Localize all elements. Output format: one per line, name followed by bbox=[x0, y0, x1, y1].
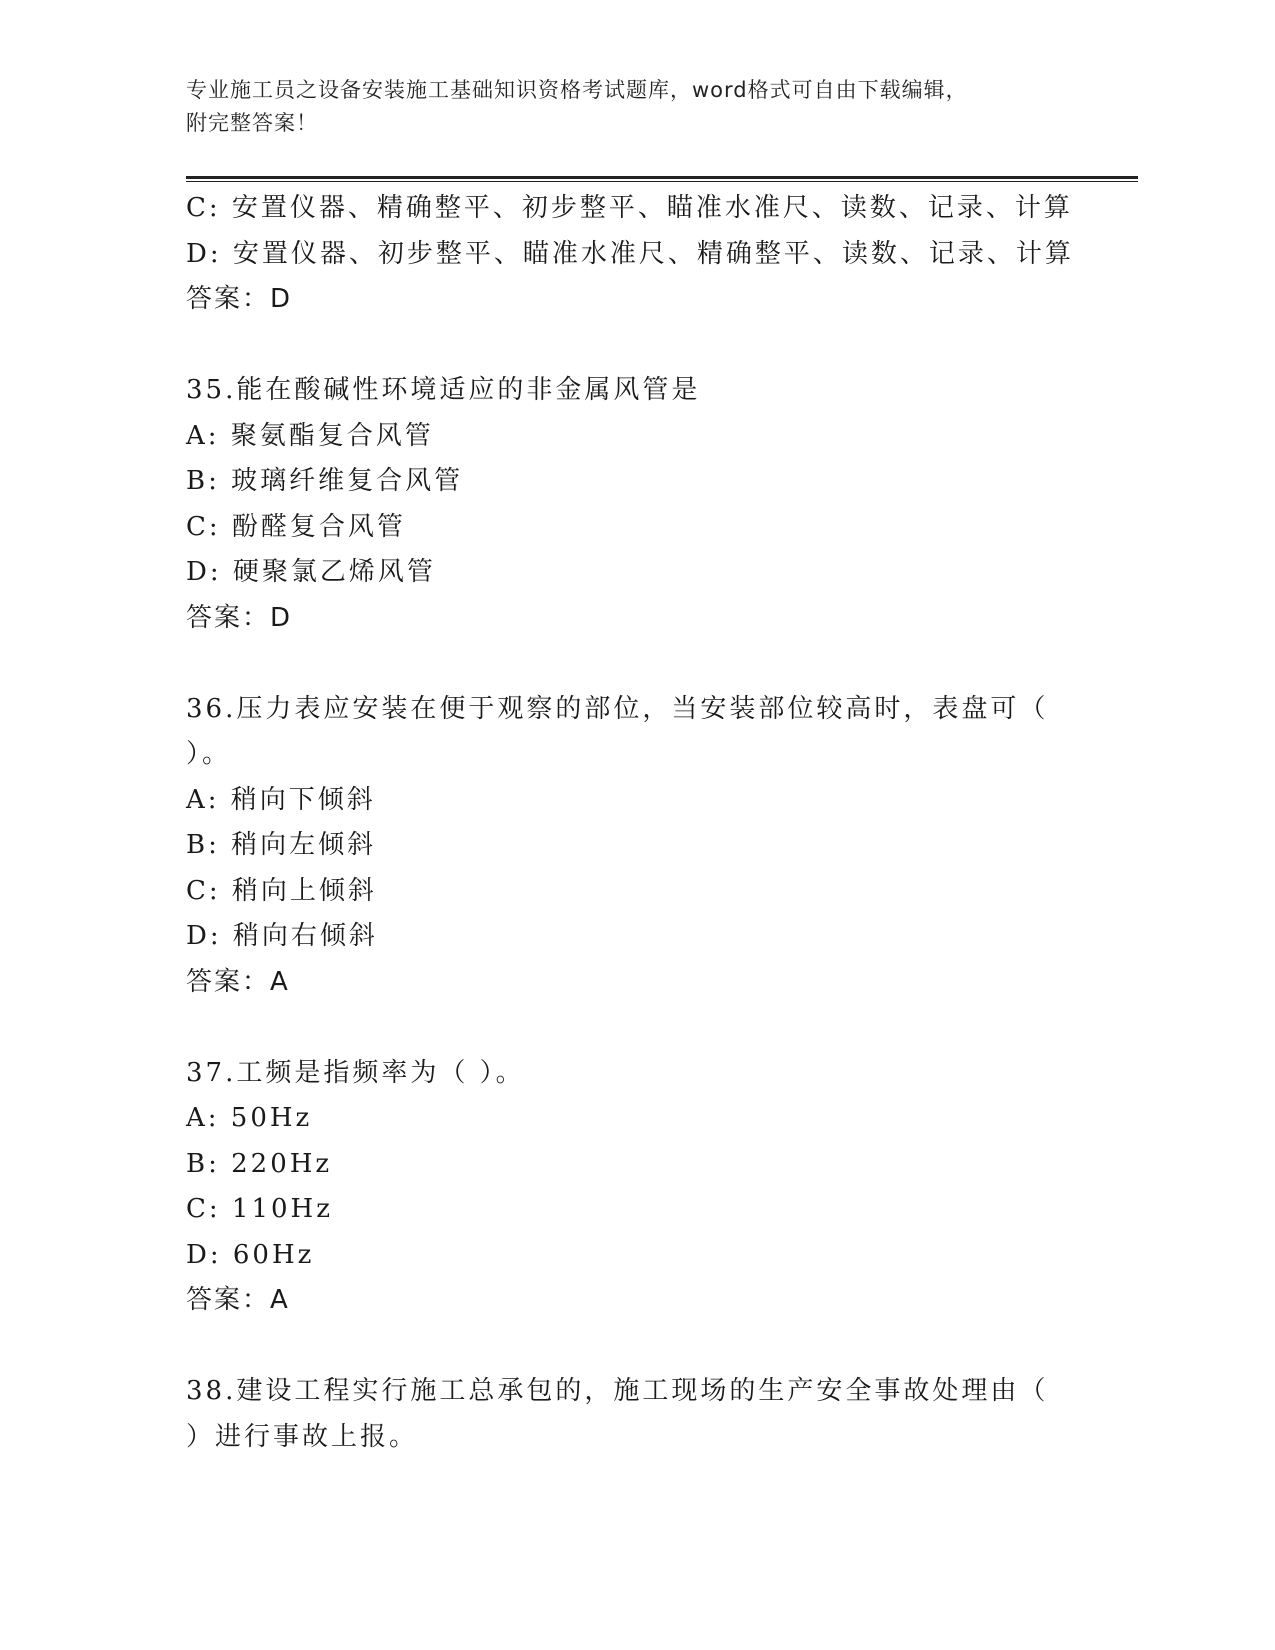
option-c: C: 酚醛复合风管 bbox=[186, 511, 406, 542]
option-d: D: 安置仪器、初步整平、瞄准水准尺、精确整平、读数、记录、计算 bbox=[186, 238, 1074, 269]
answer: 答案：A bbox=[186, 1285, 290, 1315]
document-header bbox=[186, 74, 1086, 140]
question-stem: 35.能在酸碱性环境适应的非金属风管是 bbox=[186, 375, 701, 405]
spacer bbox=[186, 1005, 1086, 1051]
question-36 bbox=[186, 687, 1086, 1006]
option-c: C: 110Hz bbox=[186, 1194, 333, 1224]
question-37 bbox=[186, 1051, 1086, 1324]
answer: 答案：D bbox=[186, 602, 293, 633]
spacer bbox=[186, 323, 1086, 369]
option-b: B: 220Hz bbox=[186, 1148, 333, 1179]
question-stem: 37.工频是指频率为（ ）。 bbox=[186, 1057, 525, 1088]
question-34-continued bbox=[186, 186, 1086, 323]
option-d: D: 稍向右倾斜 bbox=[186, 921, 378, 951]
option-b: B: 稍向左倾斜 bbox=[186, 830, 377, 860]
question-stem-line-1: 36.压力表应安装在便于观察的部位，当安装部位较高时，表盘可（ bbox=[186, 693, 1049, 724]
option-a: A: 聚氨酯复合风管 bbox=[186, 420, 434, 451]
header-line-1: 专业施工员之设备安装施工基础知识资格考试题库，word格式可自由下载编辑， bbox=[186, 78, 968, 102]
question-stem-line-2: ）进行事故上报。 bbox=[186, 1421, 419, 1452]
option-a: A: 50Hz bbox=[186, 1103, 313, 1133]
question-stem-line-2: ）。 bbox=[186, 739, 232, 769]
option-d: D: 60Hz bbox=[186, 1239, 315, 1270]
spacer bbox=[186, 641, 1086, 687]
option-c: C: 安置仪器、精确整平、初步整平、瞄准水准尺、读数、记录、计算 bbox=[186, 193, 1073, 223]
option-d: D: 硬聚氯乙烯风管 bbox=[186, 557, 436, 587]
question-35 bbox=[186, 368, 1086, 641]
spacer bbox=[186, 1324, 1086, 1370]
option-c: C: 稍向上倾斜 bbox=[186, 875, 377, 906]
header-divider-thin bbox=[186, 181, 1138, 182]
answer: 答案：A bbox=[186, 966, 290, 997]
answer: 答案：D bbox=[186, 284, 293, 314]
header-line-2: 附完整答案！ bbox=[186, 111, 318, 135]
question-stem-line-1: 38.建设工程实行施工总承包的，施工现场的生产安全事故处理由（ bbox=[186, 1376, 1049, 1406]
header-divider-thick bbox=[186, 176, 1138, 179]
option-a: A: 稍向下倾斜 bbox=[186, 784, 376, 815]
question-38 bbox=[186, 1369, 1086, 1460]
option-b: B: 玻璃纤维复合风管 bbox=[186, 466, 464, 496]
question-list bbox=[186, 186, 1086, 1460]
